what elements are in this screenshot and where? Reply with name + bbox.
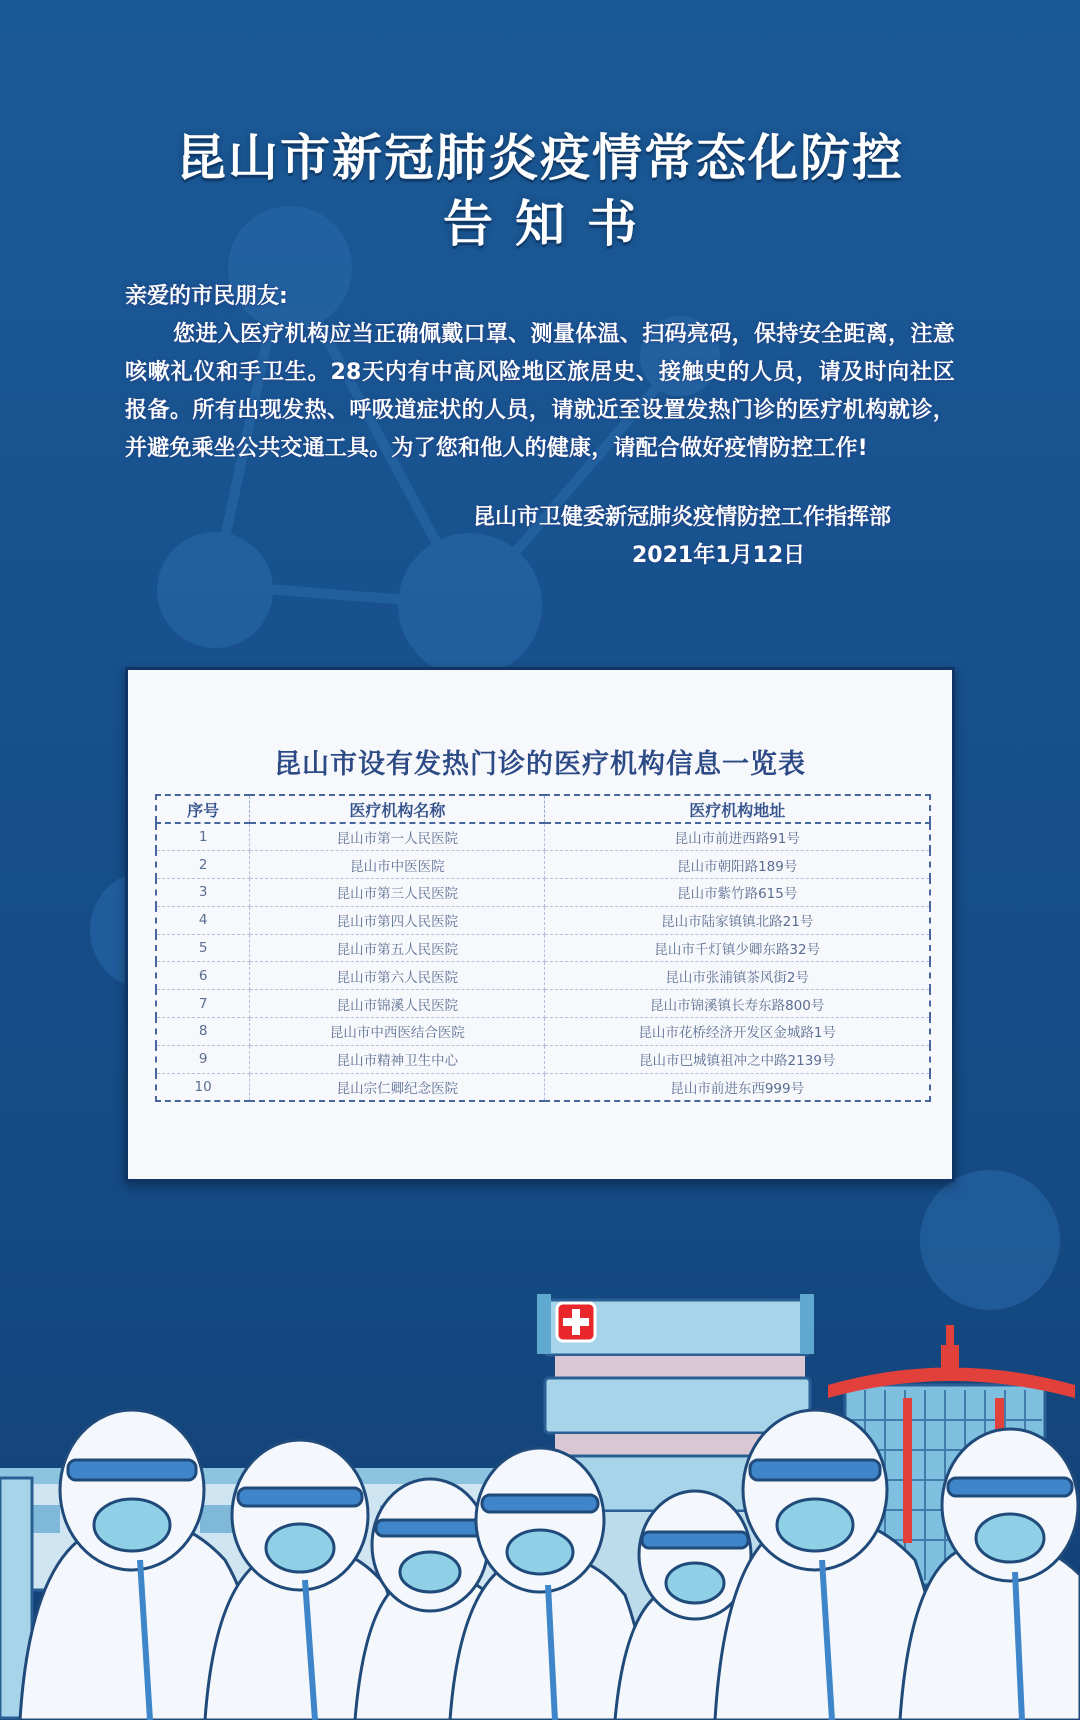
table-row xyxy=(156,879,930,907)
signature-organization: 昆山市卫健委新冠肺炎疫情防控工作指挥部 xyxy=(473,505,892,530)
page-subtitle: 告知书 xyxy=(443,195,659,253)
cell-name: 昆山市中西医结合医院 xyxy=(250,1018,545,1046)
table-row xyxy=(156,962,930,990)
header-name: 医疗机构名称 xyxy=(250,795,545,823)
table-title: 昆山市设有发热门诊的医疗机构信息一览表 xyxy=(274,749,806,780)
cell-name: 昆山市第五人民医院 xyxy=(250,934,545,962)
table-row xyxy=(156,1045,930,1073)
notice-body: 您进入医疗机构应当正确佩戴口罩、测量体温、扫码亮码，保持安全距离，注意咳嗽礼仪和手卫生。28天内有中高风险地区旅居史、接触史的人员，请及时向社区报备。所有出现发热、呼吸道症状的人员，请就近至设置发热门诊的医疗机构就诊，并避免乘坐公共交通工具。为了您和他人的健康，请配合做好疫情防控工作! xyxy=(125,322,955,461)
cell-address: 昆山市前进西路91号 xyxy=(545,823,930,851)
cell-number: 5 xyxy=(156,934,250,962)
cell-address: 昆山市陆家镇镇北路21号 xyxy=(545,906,930,934)
header-number: 序号 xyxy=(156,795,250,823)
cell-number: 9 xyxy=(156,1045,250,1073)
table-row xyxy=(156,990,930,1018)
hospital-table xyxy=(155,794,931,1102)
notice-text xyxy=(125,278,955,468)
cell-name: 昆山宗仁卿纪念医院 xyxy=(250,1073,545,1101)
table-row xyxy=(156,851,930,879)
cell-address: 昆山市花桥经济开发区金城路1号 xyxy=(545,1018,930,1046)
cell-address: 昆山市朝阳路189号 xyxy=(545,851,930,879)
cell-name: 昆山市精神卫生中心 xyxy=(250,1045,545,1073)
cell-address: 昆山市千灯镇少卿东路32号 xyxy=(545,934,930,962)
cell-name: 昆山市第三人民医院 xyxy=(250,879,545,907)
cell-number: 3 xyxy=(156,879,250,907)
cell-address: 昆山市锦溪镇长寿东路800号 xyxy=(545,990,930,1018)
table-header-row xyxy=(156,795,930,823)
cell-number: 2 xyxy=(156,851,250,879)
table-row xyxy=(156,906,930,934)
cell-address: 昆山市紫竹路615号 xyxy=(545,879,930,907)
cell-name: 昆山市第一人民医院 xyxy=(250,823,545,851)
hospital-list-card xyxy=(125,667,955,1182)
greeting: 亲爱的市民朋友: xyxy=(125,284,288,309)
cell-number: 10 xyxy=(156,1073,250,1101)
cell-number: 4 xyxy=(156,906,250,934)
cell-address: 昆山市前进东西999号 xyxy=(670,1080,805,1097)
table-row xyxy=(156,934,930,962)
page-title: 昆山市新冠肺炎疫情常态化防控 xyxy=(176,129,904,187)
header-address: 医疗机构地址 xyxy=(545,795,930,823)
table-row xyxy=(156,1018,930,1046)
cell-number: 6 xyxy=(156,962,250,990)
signature-date: 2021年1月12日 xyxy=(632,543,806,568)
table-row xyxy=(156,1073,930,1101)
table-row xyxy=(156,823,930,851)
cell-address: 昆山市巴城镇祖冲之中路2139号 xyxy=(545,1045,930,1073)
cell-address: 昆山市张浦镇茶风街2号 xyxy=(545,962,930,990)
cell-name: 昆山市第四人民医院 xyxy=(250,906,545,934)
cell-name: 昆山市中医医院 xyxy=(250,851,545,879)
cell-number: 8 xyxy=(156,1018,250,1046)
cell-name: 昆山市第六人民医院 xyxy=(250,962,545,990)
cell-number: 1 xyxy=(156,823,250,851)
cell-name: 昆山市锦溪人民医院 xyxy=(250,990,545,1018)
cell-number: 7 xyxy=(156,990,250,1018)
